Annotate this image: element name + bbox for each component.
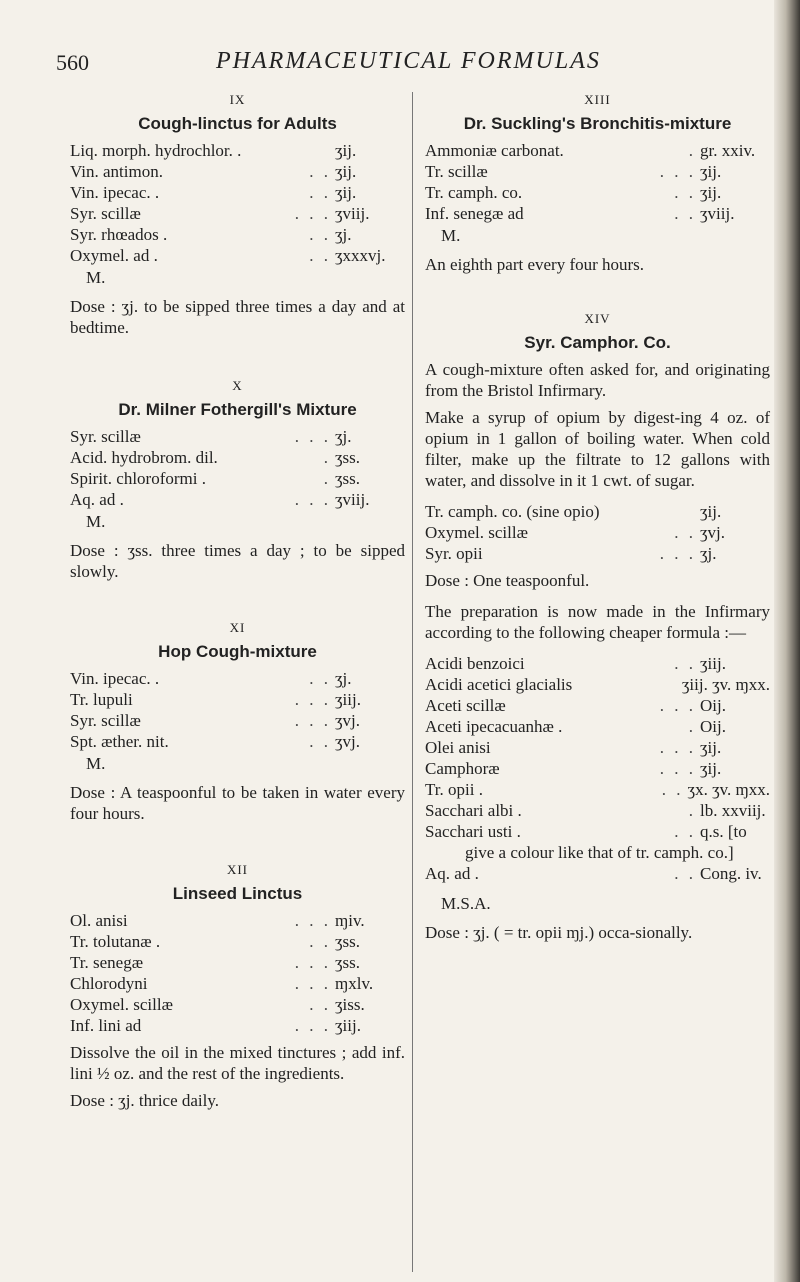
section-title: Dr. Milner Fothergill's Mixture: [118, 400, 357, 419]
ingredient-row: Spirit. chloroformi . . ʒss.: [70, 469, 361, 488]
ingredient-row: Oxymel. scillæ . . ʒiss.: [70, 995, 365, 1014]
section-numeral: X: [232, 378, 243, 393]
ingredient-row: Sacchari usti . . . q.s. [to: [425, 822, 747, 841]
ingredient-row: Olei anisi . . . ʒij.: [425, 738, 722, 757]
ingredient-row: Syr. rhœados . . . ʒj.: [70, 225, 352, 244]
method-text: Make a syrup of opium by digest-ing 4 oz. of opium in 1 gallon of boiling water. When cold filter, make up the filtrate to 12 gallons with water, and dissolve in it 1 cwt. of sugar.: [425, 408, 770, 490]
description-text: A cough-mixture often asked for, and originating from the Bristol Infirmary.: [425, 360, 770, 400]
section-numeral: IX: [229, 92, 246, 107]
section-title: Hop Cough-mixture: [158, 642, 317, 661]
ingredient-row: Camphoræ . . . ʒij.: [425, 759, 722, 778]
ingredient-row: Aq. ad . . . Cong. iv.: [425, 864, 762, 883]
section-numeral: XIII: [584, 92, 611, 107]
ingredient-list: [70, 910, 405, 1036]
formula-xiv: [425, 311, 770, 943]
ingredient-row: Sacchari albi . . lb. xxviij.: [425, 801, 766, 820]
misce: M.: [86, 268, 106, 287]
ingredient-row: Aceti scillæ . . . Oij.: [425, 696, 726, 715]
dose-text: Dose : ʒj. ( = tr. opii ɱj.) occa-sionally.: [425, 923, 693, 942]
section-title: Dr. Suckling's Bronchitis-mixture: [463, 114, 732, 133]
ingredient-row: Tr. senegæ . . . ʒss.: [70, 953, 361, 972]
instruction-text: Dissolve the oil in the mixed tinctures ; add inf. lini ½ oz. and the rest of the ingredients.: [70, 1043, 405, 1083]
formula-xiii: [425, 92, 770, 275]
section-numeral: XI: [229, 620, 246, 635]
ingredient-row: Vin. antimon. . . ʒij.: [70, 162, 357, 181]
ingredient-list: [70, 140, 405, 266]
ingredient-list: [425, 140, 770, 224]
ingredient-row: Liq. morph. hydrochlor. . ʒij.: [70, 141, 357, 160]
ingredient-row: Syr. scillæ . . . ʒj.: [70, 427, 352, 446]
section-title: Linseed Linctus: [172, 884, 303, 903]
dose-text: Dose : One teaspoonful.: [425, 571, 590, 590]
ingredient-row: Chlorodyni . . . ɱxlv.: [70, 974, 374, 993]
running-title: PHARMACEUTICAL FORMULAS: [216, 48, 601, 74]
formula-x: [70, 378, 405, 582]
ingredient-row: Syr. scillæ . . . ʒvj.: [70, 711, 361, 730]
dose-text: Dose : A teaspoonful to be taken in water every four hours.: [70, 783, 405, 823]
dose-text: Dose : ʒj. thrice daily.: [70, 1091, 220, 1110]
page-number: 560: [56, 50, 89, 75]
ingredient-row: Oxymel. scillæ . . ʒvj.: [425, 523, 726, 542]
ingredient-row: Tr. camph. co. (sine opio) ʒij.: [425, 502, 722, 521]
section-numeral: XIV: [584, 311, 611, 326]
misce: M.: [86, 512, 106, 531]
ingredient-row: Acidi acetici glacialis ʒiij. ʒv. ɱxx.: [425, 675, 770, 694]
ingredient-row: Aq. ad . . . . ʒviij.: [70, 490, 370, 509]
ingredient-row: Syr. scillæ . . . ʒviij.: [70, 204, 370, 223]
ingredient-row: Aceti ipecacuanhæ . . Oij.: [425, 717, 726, 736]
ingredient-row: Acidi benzoici . . ʒiij.: [425, 654, 726, 673]
ingredient-row: Acid. hydrobrom. dil. . ʒss.: [70, 448, 361, 467]
bracket-note: give a colour like that of tr. camph. co.]: [465, 843, 734, 862]
ingredient-list: [70, 426, 405, 510]
ingredient-row: Inf. senegæ ad . . ʒviij.: [425, 204, 735, 223]
ingredient-row: Oxymel. ad . . . ʒxxxvj.: [70, 246, 386, 265]
ingredient-row: Tr. opii . . . ʒx. ʒv. ɱxx.: [425, 780, 770, 799]
section-numeral: XII: [226, 862, 249, 877]
page-edge-shadow: [774, 0, 800, 1282]
preparation-text: The preparation is now made in the Infirmary according to the following cheaper formula :—: [425, 602, 770, 642]
ingredient-row: Inf. lini ad . . . ʒiij.: [70, 1016, 361, 1035]
section-title: Cough-linctus for Adults: [138, 114, 337, 133]
misce: M.: [86, 754, 106, 773]
ingredient-list: [70, 668, 405, 752]
ingredient-row: Tr. tolutanæ . . . ʒss.: [70, 932, 361, 951]
formula-xi: [70, 620, 405, 824]
formula-ix: [70, 92, 405, 338]
page-header: [56, 44, 756, 84]
ingredient-row: Tr. lupuli . . . ʒiij.: [70, 690, 361, 709]
dose-text: An eighth part every four hours.: [425, 255, 645, 274]
ingredient-row: Tr. camph. co. . . ʒij.: [425, 183, 722, 202]
ingredient-row: Ol. anisi . . . ɱiv.: [70, 911, 365, 930]
ingredient-row: Ammoniæ carbonat. . gr. xxiv.: [425, 141, 756, 160]
ingredient-row: Vin. ipecac. . . . ʒj.: [70, 669, 352, 688]
section-title: Syr. Camphor. Co.: [524, 333, 671, 352]
left-column: [70, 92, 405, 1117]
formula-xii: [70, 862, 405, 1111]
dose-text: Dose : ʒss. three times a day ; to be sipped slowly.: [70, 541, 405, 581]
ingredient-list: [425, 501, 770, 564]
ingredient-row: Syr. opii . . . ʒj.: [425, 544, 717, 563]
ingredient-row: Spt. æther. nit. . . ʒvj.: [70, 732, 361, 751]
right-column: [425, 92, 770, 949]
column-divider: [412, 92, 413, 1272]
ingredient-list-2: [425, 653, 770, 884]
ingredient-row: Vin. ipecac. . . . ʒij.: [70, 183, 357, 202]
misce: M.S.A.: [441, 894, 491, 913]
dose-text: Dose : ʒj. to be sipped three times a day and at bedtime.: [70, 297, 405, 337]
ingredient-row: Tr. scillæ . . . ʒij.: [425, 162, 722, 181]
misce: M.: [441, 226, 461, 245]
